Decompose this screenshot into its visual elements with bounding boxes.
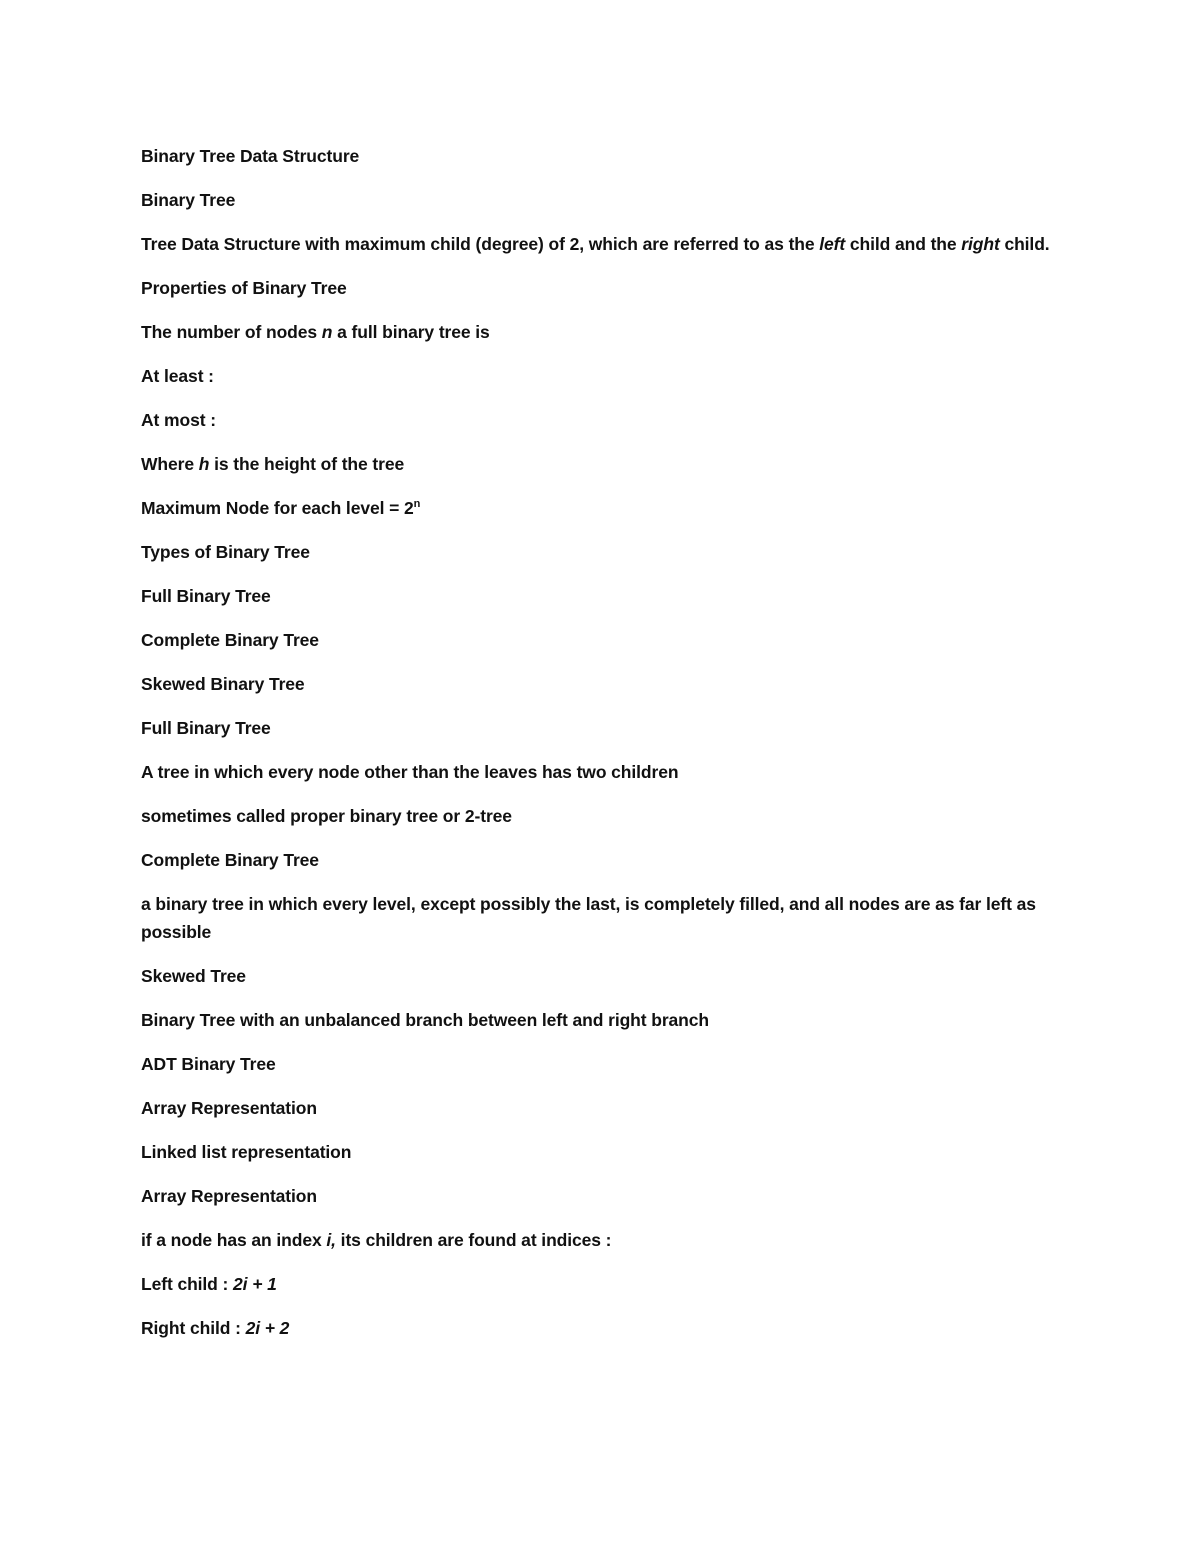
where-text-2: is the height of the tree (209, 454, 405, 474)
skewed-tree-heading: Skewed Tree (141, 966, 246, 986)
definition-left-word: left (819, 234, 846, 254)
at-least-line: At least : (141, 366, 214, 386)
properties-heading: Properties of Binary Tree (141, 278, 347, 298)
left-child-label: Left child : (141, 1274, 234, 1294)
index-text-2: its children are found at indices : (335, 1230, 612, 1250)
type-skewed-item: Skewed Binary Tree (141, 674, 305, 694)
binary-tree-definition (141, 230, 1061, 258)
right-child-formula (141, 1314, 1061, 1342)
index-text-1: if a node has an index (141, 1230, 327, 1250)
document-title: Binary Tree Data Structure (141, 146, 360, 166)
types-heading: Types of Binary Tree (141, 542, 310, 562)
index-i-variable: i, (326, 1230, 336, 1250)
index-line (141, 1226, 1061, 1254)
full-binary-tree-alias: sometimes called proper binary tree or 2-tree (141, 806, 512, 826)
adt-heading: ADT Binary Tree (141, 1054, 276, 1074)
where-height-line (141, 450, 1061, 478)
definition-text-1: Tree Data Structure with maximum child (degree) of 2, which are referred to as the (141, 234, 820, 254)
nodes-n-variable: n (321, 322, 333, 342)
type-complete-item: Complete Binary Tree (141, 630, 319, 650)
full-binary-tree-heading: Full Binary Tree (141, 718, 271, 738)
adt-linked-item: Linked list representation (141, 1142, 352, 1162)
where-h-variable: h (198, 454, 210, 474)
max-node-exponent: n (413, 498, 421, 511)
complete-binary-tree-description: a binary tree in which every level, except possibly the last, is completely filled, and all nodes are as far left as possible (141, 894, 1036, 942)
nodes-text-1: The number of nodes (141, 322, 322, 342)
type-full-item: Full Binary Tree (141, 586, 271, 606)
max-node-line (141, 494, 1061, 522)
full-binary-tree-description: A tree in which every node other than the leaves has two children (141, 762, 679, 782)
nodes-text-2: a full binary tree is (332, 322, 490, 342)
heading-binary-tree: Binary Tree (141, 190, 236, 210)
complete-binary-tree-heading: Complete Binary Tree (141, 850, 319, 870)
nodes-count-line (141, 318, 1061, 346)
at-most-line: At most : (141, 410, 216, 430)
definition-right-word: right (961, 234, 1000, 254)
where-text-1: Where (141, 454, 199, 474)
document-body (141, 142, 1061, 1358)
max-node-text: Maximum Node for each level = 2 (141, 498, 414, 518)
left-child-expression: 2i + 1 (233, 1274, 277, 1294)
definition-text-2: child and the (845, 234, 962, 254)
skewed-tree-description: Binary Tree with an unbalanced branch between left and right branch (141, 1010, 709, 1030)
right-child-label: Right child : (141, 1318, 246, 1338)
array-representation-heading: Array Representation (141, 1186, 317, 1206)
right-child-expression: 2i + 2 (245, 1318, 290, 1338)
adt-array-item: Array Representation (141, 1098, 317, 1118)
definition-text-3: child. (999, 234, 1050, 254)
left-child-formula (141, 1270, 1061, 1298)
